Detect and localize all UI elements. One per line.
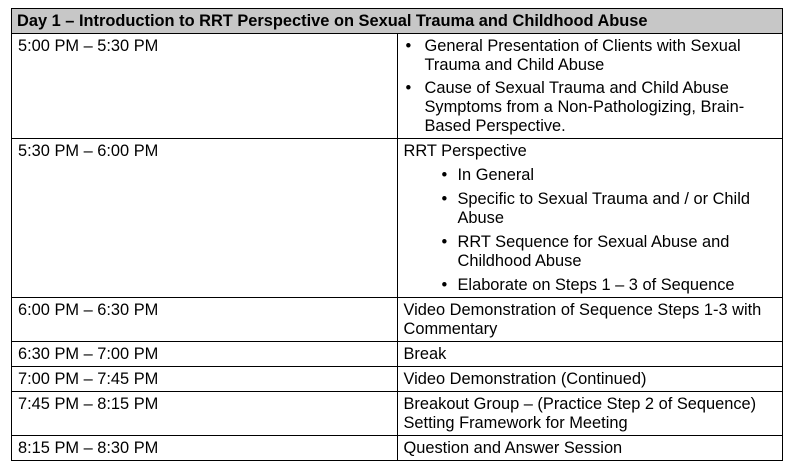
- bullet-item: • Elaborate on Steps 1 – 3 of Sequence: [442, 276, 779, 295]
- table-row: [12, 34, 783, 139]
- table-row: [12, 436, 783, 461]
- table-row: [12, 139, 783, 298]
- bullet-item: • Cause of Sexual Trauma and Child Abuse Symptoms from a Non-Pathologizing, Brain-Based Perspective.: [404, 79, 779, 136]
- session-content: Question and Answer Session: [397, 436, 783, 461]
- time-slot: 5:30 PM – 6:00 PM: [12, 139, 398, 298]
- bullet-item: • General Presentation of Clients with Sexual Trauma and Child Abuse: [404, 37, 779, 75]
- time-slot: 6:30 PM – 7:00 PM: [12, 342, 398, 367]
- bullet-list: [404, 37, 779, 136]
- schedule-table: [11, 8, 783, 461]
- bullet-item: • Specific to Sexual Trauma and / or Child Abuse: [442, 190, 779, 228]
- time-slot: 8:15 PM – 8:30 PM: [12, 436, 398, 461]
- time-slot: 7:45 PM – 8:15 PM: [12, 392, 398, 436]
- session-content: Video Demonstration (Continued): [397, 367, 783, 392]
- table-row: [12, 342, 783, 367]
- session-content: Breakout Group – (Practice Step 2 of Sequence) Setting Framework for Meeting: [397, 392, 783, 436]
- table-row: [12, 298, 783, 342]
- session-content: [397, 139, 783, 298]
- session-title: RRT Perspective: [403, 142, 527, 160]
- session-content: Break: [397, 342, 783, 367]
- table-row: [12, 367, 783, 392]
- session-content: Video Demonstration of Sequence Steps 1-3 with Commentary: [397, 298, 783, 342]
- table-row: [12, 392, 783, 436]
- bullet-item: • In General: [442, 166, 779, 185]
- time-slot: 6:00 PM – 6:30 PM: [12, 298, 398, 342]
- time-slot: 7:00 PM – 7:45 PM: [12, 367, 398, 392]
- time-slot: 5:00 PM – 5:30 PM: [12, 34, 398, 139]
- bullet-item: • RRT Sequence for Sexual Abuse and Childhood Abuse: [442, 233, 779, 271]
- schedule-header-row: [12, 9, 783, 34]
- session-content: [397, 34, 783, 139]
- bullet-list: [442, 166, 779, 295]
- day-title: Day 1 – Introduction to RRT Perspective on Sexual Trauma and Childhood Abuse: [12, 9, 783, 34]
